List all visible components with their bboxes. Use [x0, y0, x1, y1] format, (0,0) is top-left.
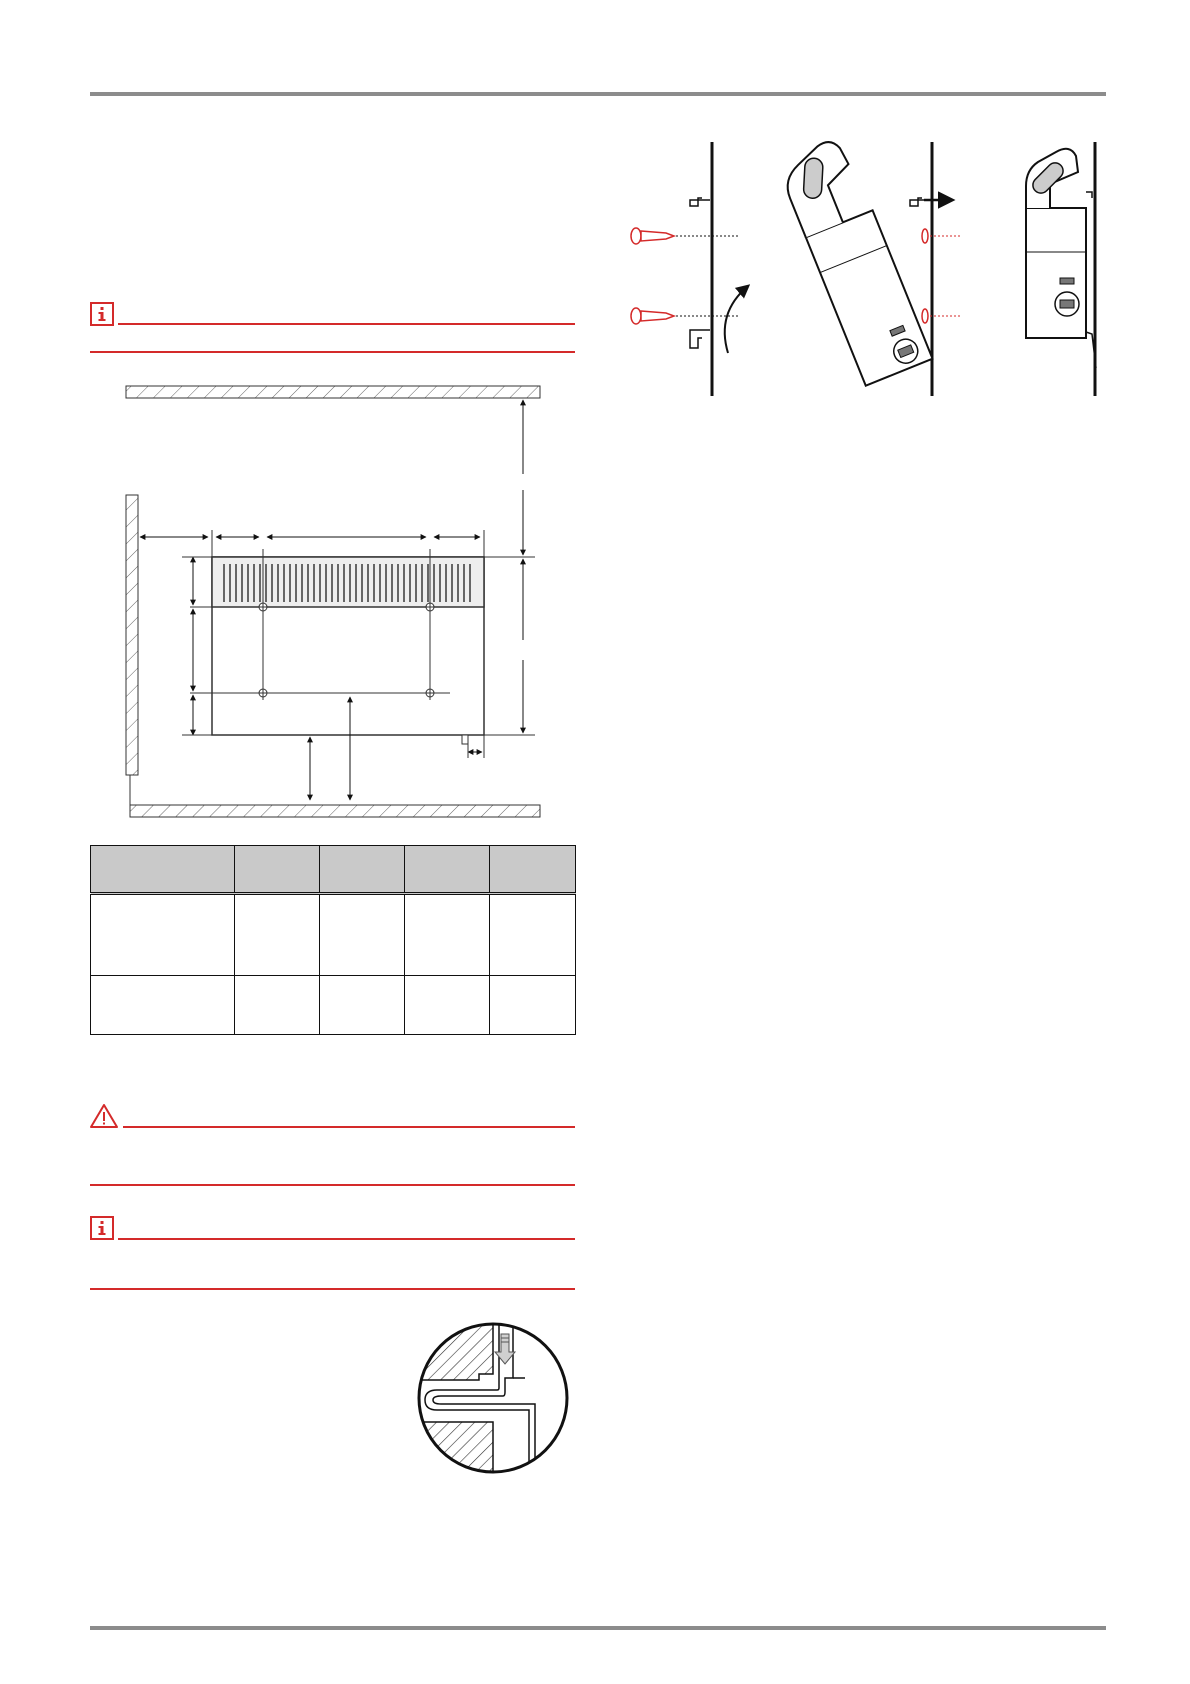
table-cell — [490, 894, 576, 976]
table-cell — [91, 894, 235, 976]
spec-table — [90, 845, 576, 1035]
info-note-2-bottom-line — [90, 1288, 575, 1290]
table-header-cell — [235, 846, 320, 894]
table-header-cell — [490, 846, 576, 894]
info-icon — [90, 1216, 114, 1240]
heater-clearance-diagram — [120, 380, 580, 830]
step-2-hook-heater — [725, 135, 960, 396]
wall-mounting-steps-diagram — [630, 138, 1100, 408]
header-rule — [90, 92, 1106, 96]
bracket-detail-magnifier — [413, 1318, 573, 1478]
table-header-cell — [91, 846, 235, 894]
table-cell — [235, 976, 320, 1035]
table-row — [91, 894, 576, 976]
warning-note-bottom-line — [90, 1184, 575, 1186]
table-cell — [405, 894, 490, 976]
table-cell — [405, 976, 490, 1035]
step-3-mounted-heater — [924, 142, 1096, 396]
table-cell — [91, 976, 235, 1035]
table-header-cell — [320, 846, 405, 894]
table-cell — [320, 976, 405, 1035]
table-cell — [235, 894, 320, 976]
step-1-wall-bracket — [631, 142, 738, 396]
warning-note-top-line — [123, 1126, 575, 1128]
table-cell — [490, 976, 576, 1035]
table-header-row — [91, 846, 576, 894]
info-note-1-top-line — [118, 323, 575, 325]
warning-triangle-icon — [89, 1103, 119, 1129]
info-icon — [90, 302, 114, 326]
table-header-cell — [405, 846, 490, 894]
info-note-2-top-line — [118, 1238, 575, 1240]
info-note-1-bottom-line — [90, 351, 575, 353]
table-row — [91, 976, 576, 1035]
table-cell — [320, 894, 405, 976]
footer-rule — [90, 1626, 1106, 1630]
